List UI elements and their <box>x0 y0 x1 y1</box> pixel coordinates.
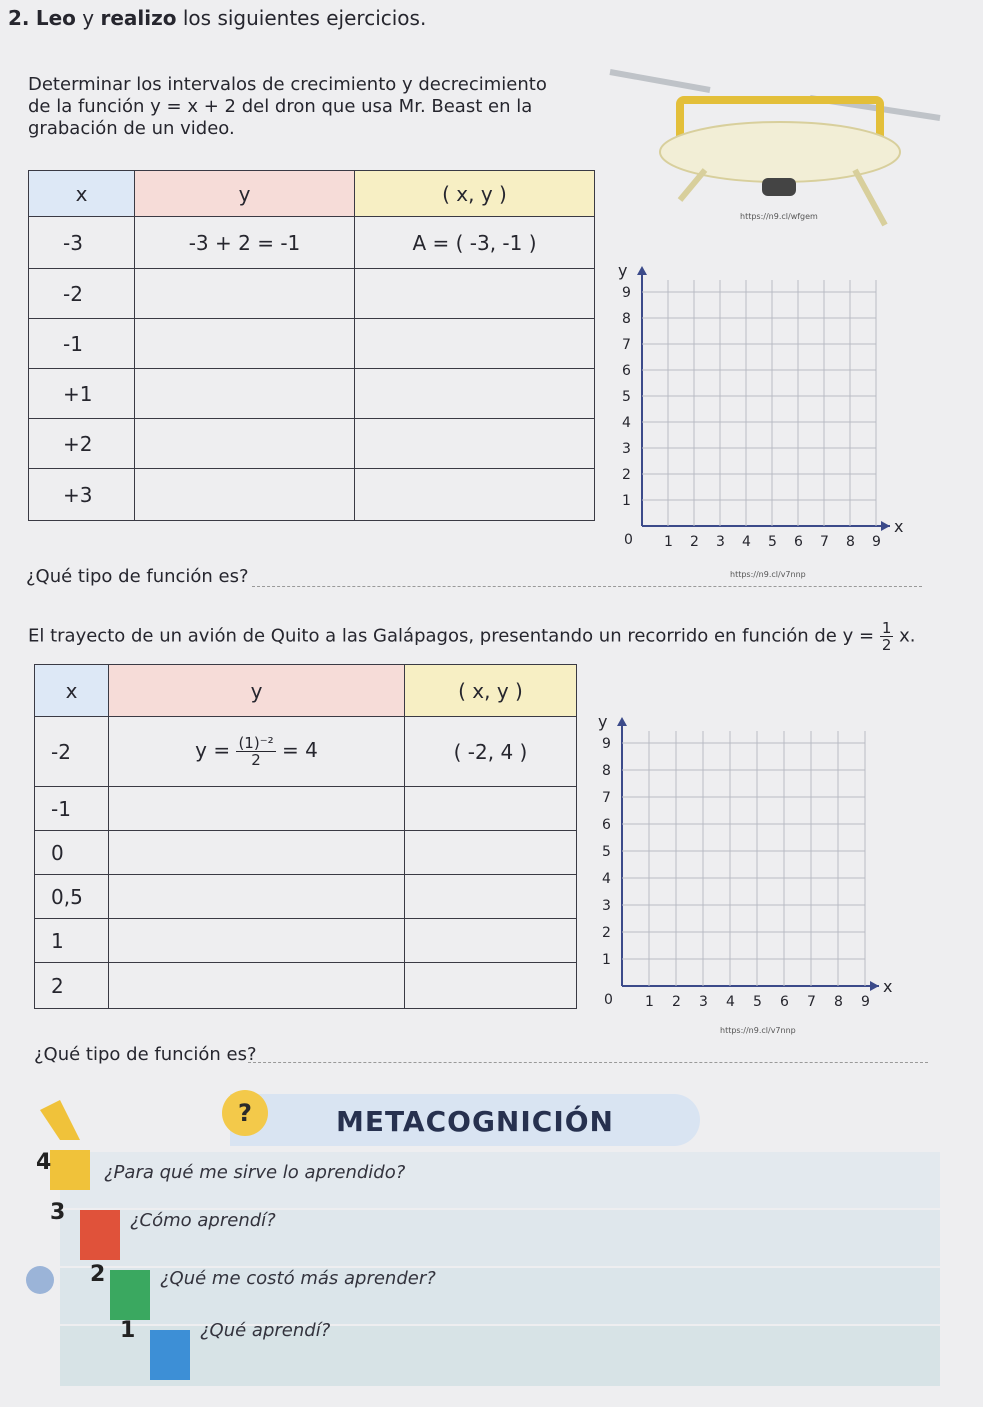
graph2-origin-label: 0 <box>604 992 613 1008</box>
fraction-numerator: (1)⁻² <box>238 734 274 752</box>
graph2-x-tick-label: 6 <box>780 994 789 1010</box>
exercise2-text: El trayecto de un avión de Quito a las Galápagos, presentando un recorrido en función de <box>28 625 837 647</box>
fraction-denominator: 2 <box>881 636 892 654</box>
step-block-1 <box>150 1330 190 1380</box>
exercise1-line2: de la función y = x + 2 del dron que usa Mr. Beast en la <box>28 96 533 117</box>
graph1-origin-label: 0 <box>624 532 633 548</box>
exercise2-answer-line[interactable] <box>248 1062 928 1063</box>
table1-header-x: x <box>29 171 135 217</box>
graph1-x-label: x <box>894 517 904 536</box>
table1-cell-xy[interactable] <box>355 369 595 419</box>
graph2-y-tick-label: 3 <box>602 898 611 914</box>
drone-leg-left <box>680 170 705 200</box>
drone-body <box>660 122 900 182</box>
table2-cell-xy[interactable] <box>405 963 577 1009</box>
graph2-y-tick-label: 1 <box>602 952 611 968</box>
table2-y-prefix: y = <box>195 738 231 762</box>
graph2-url: https://n9.cl/v7nnp <box>720 1026 796 1035</box>
graph2-x-tick-label: 2 <box>672 994 681 1010</box>
exercise2-coordinate-grid <box>584 680 934 1030</box>
graph1-x-tick-label: 3 <box>716 534 725 550</box>
graph2-x-tick-label: 5 <box>753 994 762 1010</box>
graph2-x-label: x <box>883 977 893 996</box>
table1-cell-x: -2 <box>29 269 135 319</box>
table1-cell-x: -3 <box>29 217 135 269</box>
graph2-y-tick-label: 8 <box>602 763 611 779</box>
table1-header-xy: ( x, y ) <box>355 171 595 217</box>
metacognition-question-2: ¿Qué me costó más aprender? <box>160 1268 436 1289</box>
table1-cell-y[interactable] <box>135 319 355 369</box>
table2-cell-x: 2 <box>35 963 109 1009</box>
graph2-x-tick-label: 8 <box>834 994 843 1010</box>
table1-cell-x: +2 <box>29 419 135 469</box>
graph1-x-tick-label: 6 <box>794 534 803 550</box>
drone-url: https://n9.cl/wfgem <box>740 212 818 221</box>
table2-header-y: y <box>109 665 405 717</box>
step-arrow-icon <box>40 1100 80 1140</box>
graph2-x-tick-label: 7 <box>807 994 816 1010</box>
exercise1-instructions <box>28 74 608 140</box>
table-row <box>29 319 595 369</box>
table1-cell-xy[interactable] <box>355 269 595 319</box>
exercise2-instructions <box>28 620 915 653</box>
table2-y-fraction <box>236 735 275 768</box>
table1-cell-y[interactable] <box>135 269 355 319</box>
table1-cell-y[interactable] <box>135 419 355 469</box>
graph1-y-tick-label: 9 <box>622 285 631 301</box>
graph2-x-tick-label: 4 <box>726 994 735 1010</box>
metacognition-question-4: ¿Para qué me sirve lo aprendido? <box>104 1162 406 1183</box>
table2-cell-x: -1 <box>35 787 109 831</box>
table-row <box>35 787 577 831</box>
graph1-x-tick-label: 1 <box>664 534 673 550</box>
exercise1-line3: grabación de un video. <box>28 118 235 139</box>
heading-y: y <box>75 6 101 30</box>
table-row <box>35 963 577 1009</box>
rocket-icon <box>26 1266 54 1294</box>
step-number-2: 2 <box>90 1262 106 1287</box>
exercise-heading <box>8 6 426 30</box>
table1-cell-xy[interactable] <box>355 319 595 369</box>
table2-cell-x: -2 <box>35 717 109 787</box>
table2-cell-xy[interactable] <box>405 875 577 919</box>
heading-bold-leo: Leo <box>35 6 76 30</box>
exercise2-function-prefix: y = <box>842 625 875 647</box>
graph1-x-tick-label: 4 <box>742 534 751 550</box>
table-row <box>35 919 577 963</box>
exercise2-question: ¿Qué tipo de función es? <box>34 1044 257 1065</box>
table2-cell-xy[interactable] <box>405 831 577 875</box>
exercise-number: 2. <box>8 6 30 30</box>
table-row <box>29 369 595 419</box>
table1-cell-xy[interactable] <box>355 419 595 469</box>
table2-cell-xy[interactable] <box>405 787 577 831</box>
graph1-y-tick-label: 4 <box>622 415 631 431</box>
table2-y-suffix: = 4 <box>282 738 318 762</box>
table2-cell-y[interactable] <box>109 717 405 787</box>
exercise2-table <box>34 664 577 1009</box>
exercise1-question: ¿Qué tipo de función es? <box>26 566 249 587</box>
graph2-x-tick-label: 9 <box>861 994 870 1010</box>
graph2-y-label: y <box>598 712 608 731</box>
step-number-1: 1 <box>120 1318 136 1343</box>
step-number-3: 3 <box>50 1200 66 1225</box>
graph1-y-tick-label: 1 <box>622 493 631 509</box>
graph1-y-label: y <box>618 261 628 280</box>
step-block-2 <box>110 1270 150 1320</box>
drone-camera-icon <box>762 178 796 196</box>
table2-header-x: x <box>35 665 109 717</box>
exercise2-function-fraction <box>880 620 894 653</box>
table1-cell-y[interactable]: -3 + 2 = -1 <box>135 217 355 269</box>
graph2-x-tick-label: 3 <box>699 994 708 1010</box>
step-block-4 <box>50 1150 90 1190</box>
table-row <box>35 831 577 875</box>
graph1-x-tick-label: 2 <box>690 534 699 550</box>
table2-cell-y[interactable] <box>109 831 405 875</box>
exercise1-line1: Determinar los intervalos de crecimiento y decrecimiento <box>28 74 547 95</box>
graph1-url: https://n9.cl/v7nnp <box>730 570 806 579</box>
table2-cell-x: 1 <box>35 919 109 963</box>
graph1-x-tick-label: 9 <box>872 534 881 550</box>
graph1-x-tick-label: 8 <box>846 534 855 550</box>
metacognition-title: METACOGNICIÓN <box>336 1105 614 1138</box>
table1-cell-y[interactable] <box>135 469 355 521</box>
table1-cell-x: -1 <box>29 319 135 369</box>
graph1-x-tick-label: 7 <box>820 534 829 550</box>
table1-cell-x: +3 <box>29 469 135 521</box>
graph1-y-tick-label: 6 <box>622 363 631 379</box>
graph1-y-tick-label: 8 <box>622 311 631 327</box>
table2-cell-x: 0,5 <box>35 875 109 919</box>
metacognition-question-3: ¿Cómo aprendí? <box>130 1210 276 1231</box>
graph2-y-tick-label: 7 <box>602 790 611 806</box>
exercise2-function-suffix: x. <box>899 625 916 647</box>
heading-bold-realizo: realizo <box>100 6 177 30</box>
table-row <box>29 269 595 319</box>
table2-header-xy: ( x, y ) <box>405 665 577 717</box>
table-row <box>29 419 595 469</box>
graph2-y-tick-label: 4 <box>602 871 611 887</box>
table2-cell-xy[interactable] <box>405 919 577 963</box>
graph1-y-tick-label: 5 <box>622 389 631 405</box>
step-block-3 <box>80 1210 120 1260</box>
staircase-illustration <box>10 1100 210 1400</box>
graph1-x-tick-label: 5 <box>768 534 777 550</box>
lightbulb-icon: ? <box>222 1090 268 1136</box>
table1-cell-xy[interactable] <box>355 469 595 521</box>
metacognition-question-1: ¿Qué aprendí? <box>200 1320 331 1341</box>
table2-cell-y[interactable] <box>109 963 405 1009</box>
graph2-y-tick-label: 6 <box>602 817 611 833</box>
exercise1-answer-line[interactable] <box>252 586 922 587</box>
step-number-4: 4 <box>36 1150 52 1175</box>
table2-cell-x: 0 <box>35 831 109 875</box>
table1-cell-x: +1 <box>29 369 135 419</box>
graph2-x-tick-label: 1 <box>645 994 654 1010</box>
exercise1-table <box>28 170 595 521</box>
table2-cell-xy[interactable]: ( -2, 4 ) <box>405 717 577 787</box>
graph1-y-tick-label: 3 <box>622 441 631 457</box>
graph2-y-tick-label: 2 <box>602 925 611 941</box>
table-row <box>29 469 595 521</box>
table2-cell-y[interactable] <box>109 875 405 919</box>
table-row <box>35 717 577 787</box>
table-row <box>35 875 577 919</box>
table1-cell-xy[interactable]: A = ( -3, -1 ) <box>355 217 595 269</box>
fraction-denominator: 2 <box>251 751 261 769</box>
table1-header-y: y <box>135 171 355 217</box>
graph2-y-tick-label: 5 <box>602 844 611 860</box>
fraction-numerator: 1 <box>881 619 892 637</box>
graph1-y-tick-label: 7 <box>622 337 631 353</box>
drone-propeller-left <box>610 72 710 90</box>
heading-rest: los siguientes ejercicios. <box>176 6 427 30</box>
exercise1-coordinate-grid <box>600 210 940 570</box>
graph2-y-tick-label: 9 <box>602 736 611 752</box>
table1-cell-y[interactable] <box>135 369 355 419</box>
graph1-y-tick-label: 2 <box>622 467 631 483</box>
table-row <box>29 217 595 269</box>
table2-cell-y[interactable] <box>109 787 405 831</box>
table2-cell-y[interactable] <box>109 919 405 963</box>
